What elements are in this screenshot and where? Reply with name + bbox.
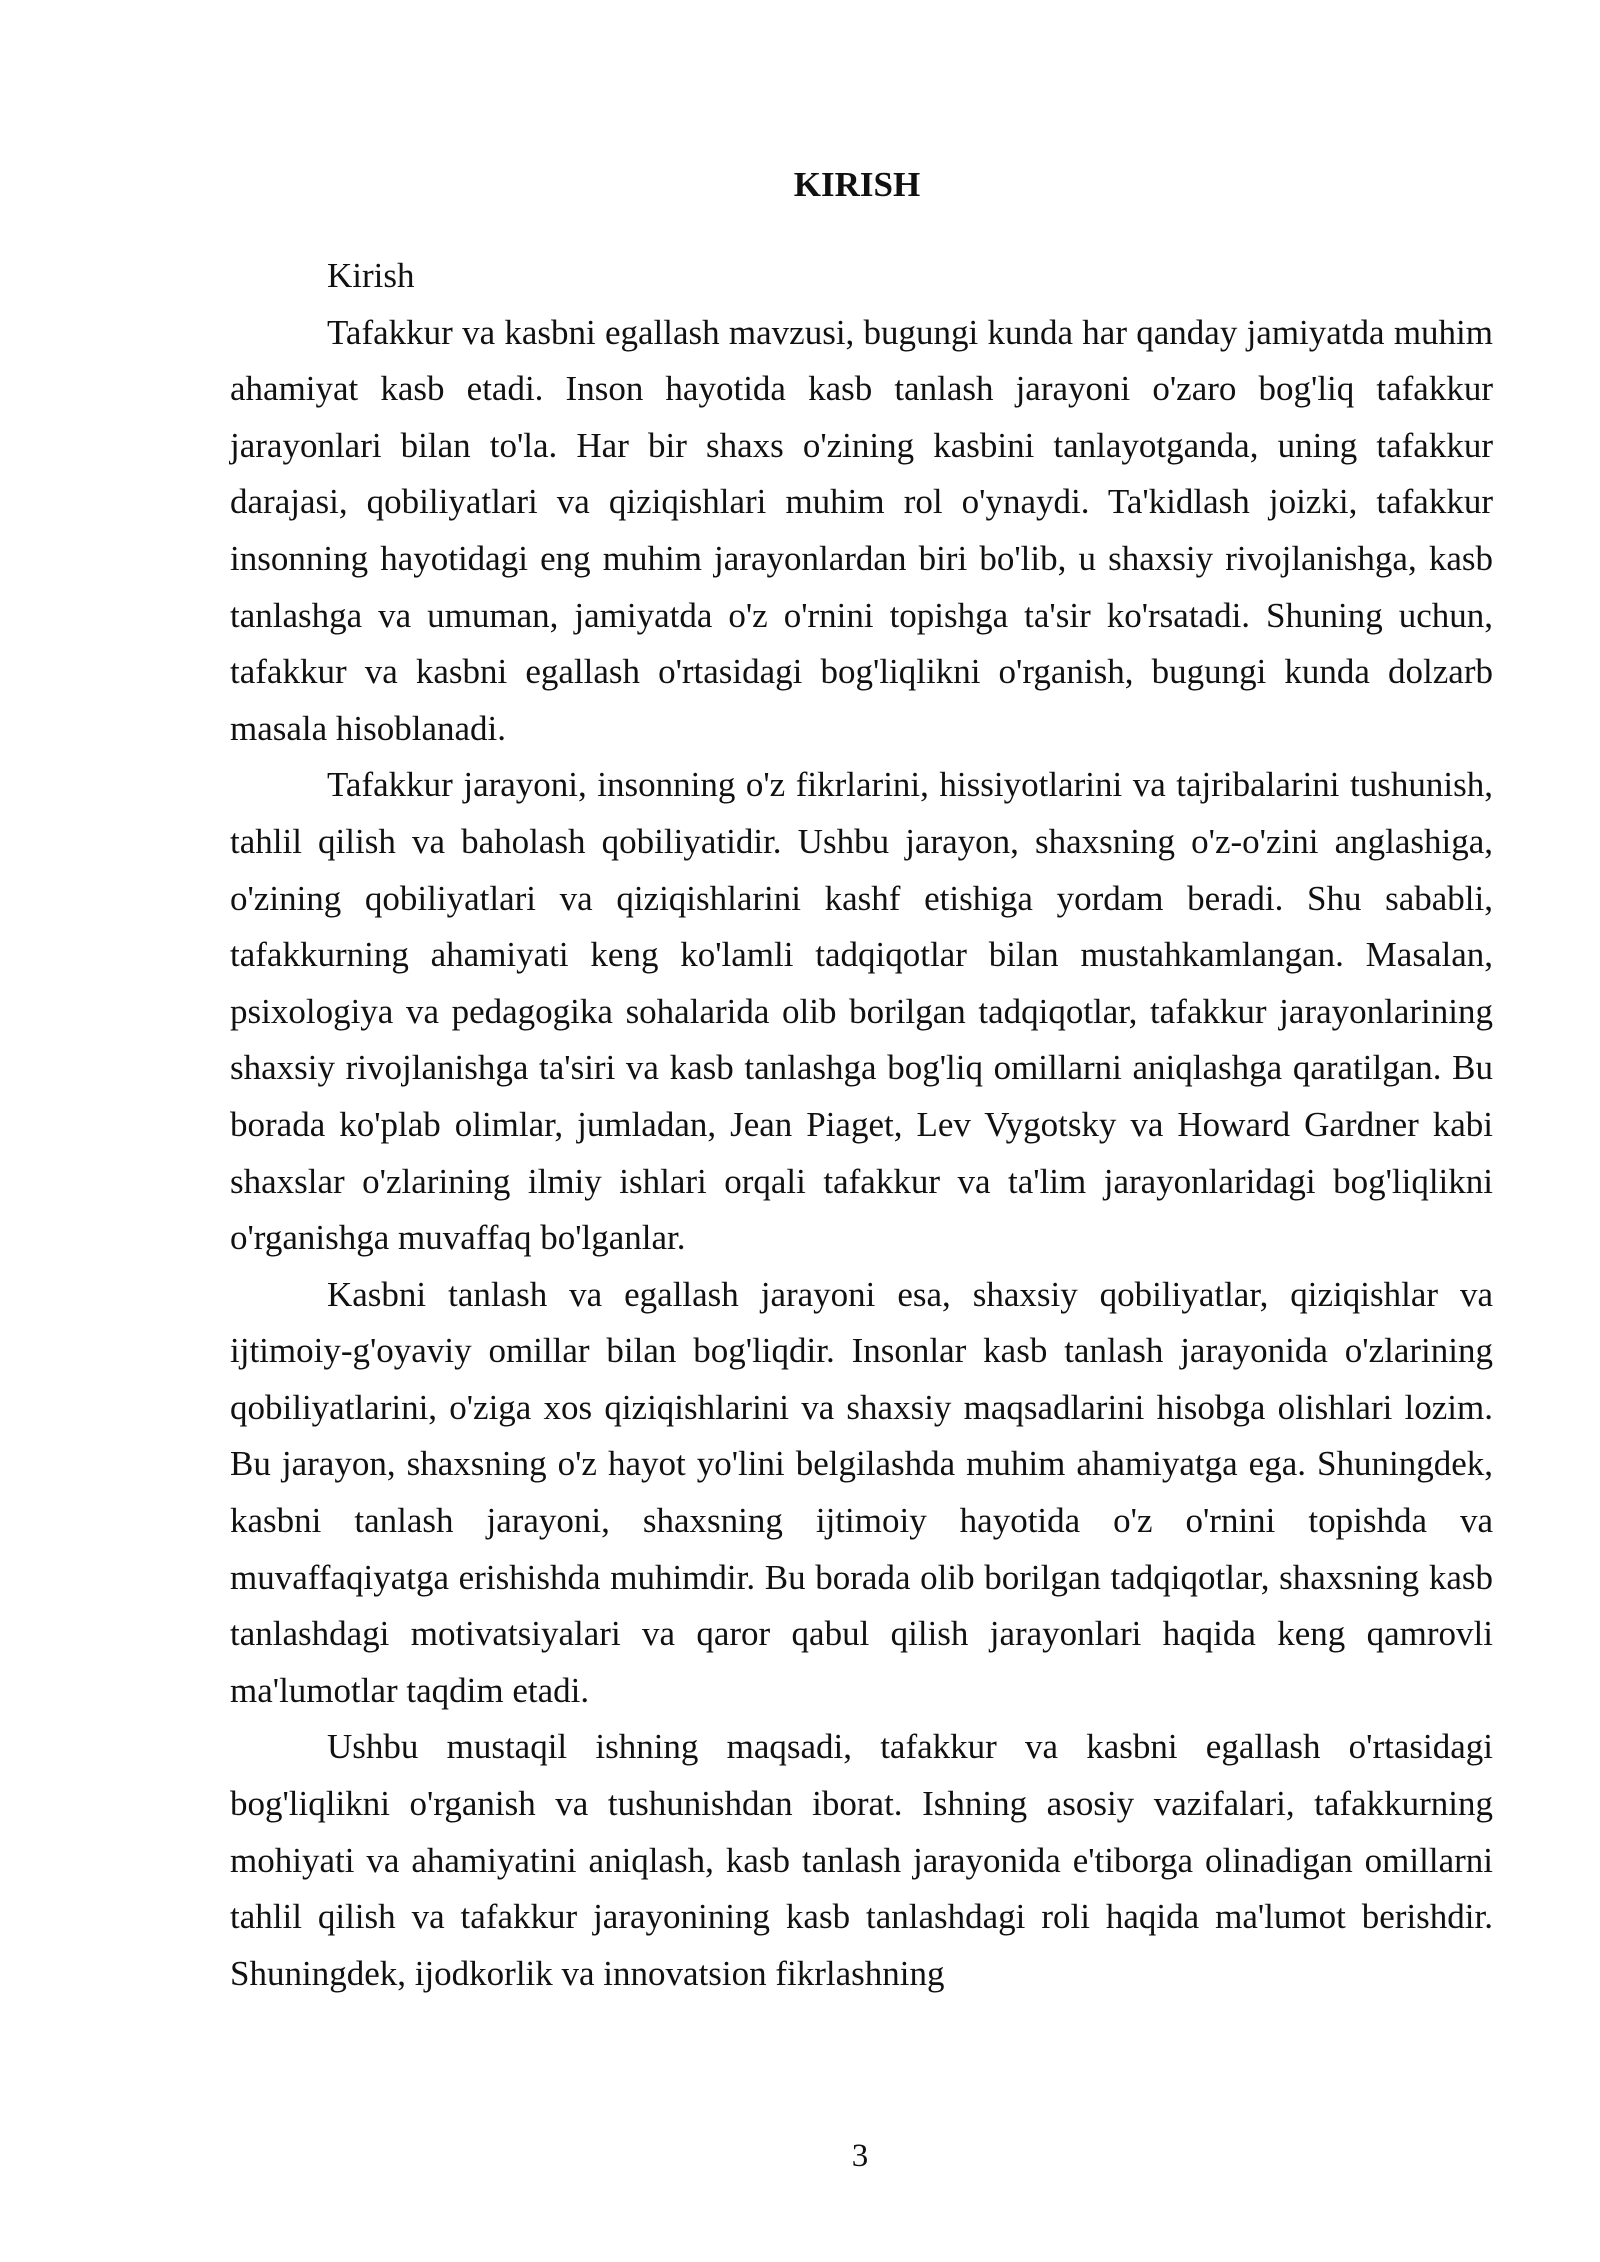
section-subheading: Kirish xyxy=(327,256,415,295)
body-text xyxy=(230,248,1493,2002)
paragraph-4: Ushbu mustaqil ishning maqsadi, tafakkur va kasbni egallash o'rtasidagi bog'liqlikni o'rganish va tushunishdan iborat. Ishning asosiy vazifalari, tafakkurning mohiyati va ahamiyatini aniqlash, kasb tanlash jarayonida e'tiborga olinadigan omillarni tahlil qilish va tafakkur jarayonining kasb tanlashdagi roli haqida ma'lumot berishdir. Shuningdek, ijodkorlik va innovatsion fikrlashning xyxy=(230,1727,1493,1993)
paragraph-1: Tafakkur va kasbni egallash mavzusi, bugungi kunda har qanday jamiyatda muhim ahamiyat kasb etadi. Inson hayotida kasb tanlash jarayoni o'zaro bog'liq tafakkur jarayonlari bilan to'la. Har bir shaxs o'zining kasbini tanlayotganda, uning tafakkur darajasi, qobiliyatlari va qiziqishlari muhim rol o'ynaydi. Ta'kidlash joizki, tafakkur insonning hayotidagi eng muhim jarayonlardan biri bo'lib, u shaxsiy rivojlanishga, kasb tanlashga va umuman, jamiyatda o'z o'rnini topishga ta'sir ko'rsatadi. Shuning uchun, tafakkur va kasbni egallash o'rtasidagi bog'liqlikni o'rganish, bugungi kunda dolzarb masala hisoblanadi. xyxy=(230,312,1493,748)
page-number: 3 xyxy=(851,2138,869,2174)
page-title: KIRISH xyxy=(793,165,921,204)
paragraph-2: Tafakkur jarayoni, insonning o'z fikrlarini, hissiyotlarini va tajribalarini tushunish, tahlil qilish va baholash qobiliyatidir. Ushbu jarayon, shaxsning o'z-o'zini anglashiga, o'zining qobiliyatlari va qiziqishlarini kashf etishiga yordam beradi. Shu sababli, tafakkurning ahamiyati keng ko'lamli tadqiqotlar bilan mustahkamlangan. Masalan, psixologiya va pedagogika sohalarida olib borilgan tadqiqotlar, tafakkur jarayonlarining shaxsiy rivojlanishga ta'siri va kasb tanlashga bog'liq omillarni aniqlashga qaratilgan. Bu borada ko'plab olimlar, jumladan, Jean Piaget, Lev Vygotsky va Howard Gardner kabi shaxslar o'zlarining ilmiy ishlari orqali tafakkur va ta'lim jarayonlaridagi bog'liqlikni o'rganishga muvaffaq bo'lganlar. xyxy=(230,765,1493,1258)
paragraph-3: Kasbni tanlash va egallash jarayoni esa, shaxsiy qobiliyatlar, qiziqishlar va ijtimoiy-g'oyaviy omillar bilan bog'liqdir. Insonlar kasb tanlash jarayonida o'zlarining qobiliyatlarini, o'ziga xos qiziqishlarini va shaxsiy maqsadlarini hisobga olishlari lozim. Bu jarayon, shaxsning o'z hayot yo'lini belgilashda muhim ahamiyatga ega. Shuningdek, kasbni tanlash jarayoni, shaxsning ijtimoiy hayotida o'z o'rnini topishda va muvaffaqiyatga erishishda muhimdir. Bu borada olib borilgan tadqiqotlar, shaxsning kasb tanlashdagi motivatsiyalari va qaror qabul qilish jarayonlari haqida keng qamrovli ma'lumotlar taqdim etadi. xyxy=(230,1274,1493,1710)
